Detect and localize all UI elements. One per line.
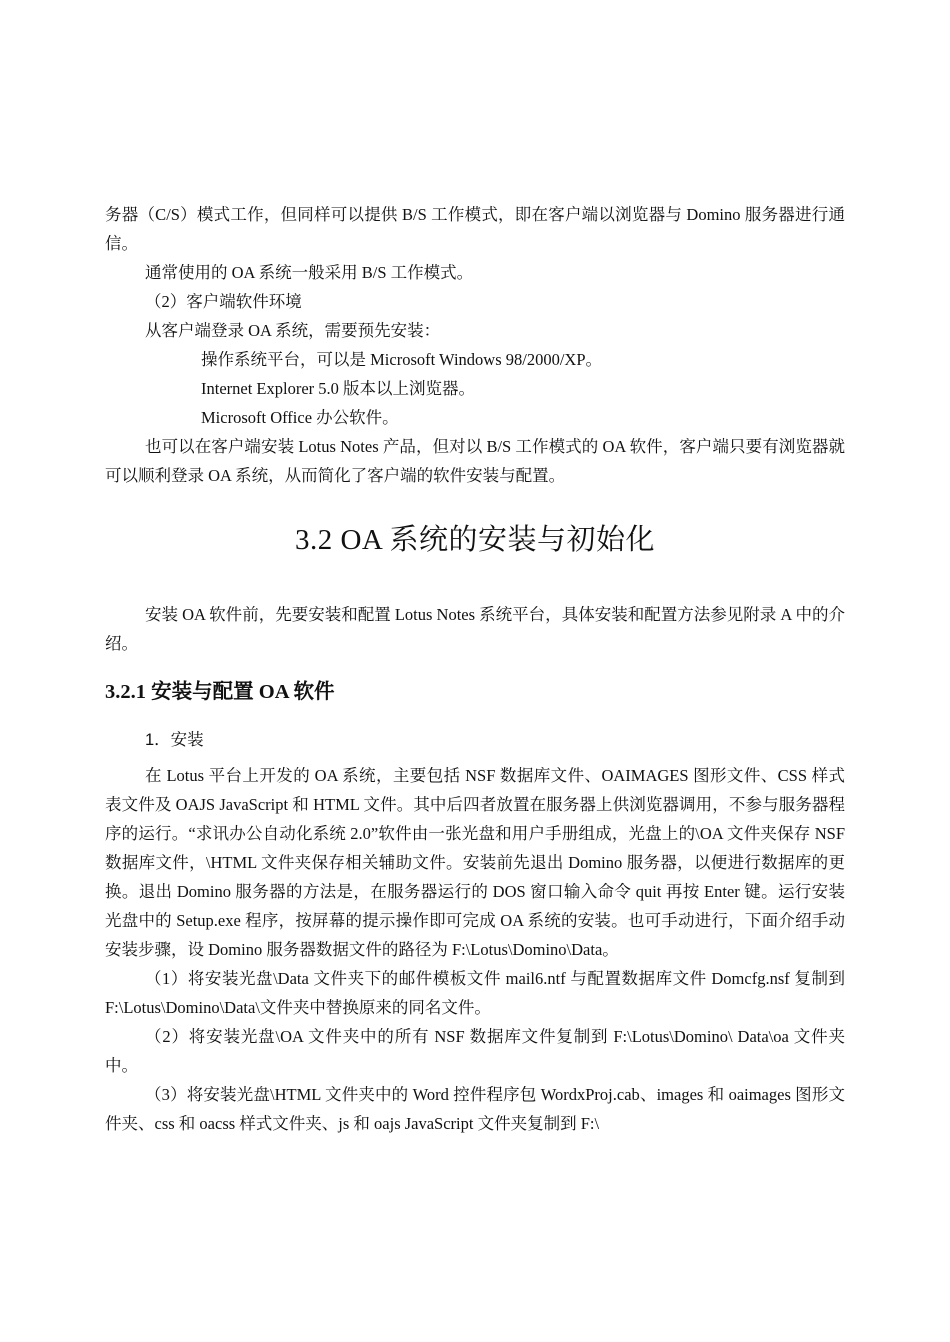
paragraph-client-login: 从客户端登录 OA 系统，需要预先安装： — [145, 321, 441, 340]
list-item-office: Microsoft Office 办公软件。 — [201, 408, 399, 427]
document-page — [105, 200, 845, 1138]
paragraph-section-intro: 安装 OA 软件前，先要安装和配置 Lotus Notes 系统平台，具体安装和配置方法参见附录 A 中的介绍。 — [105, 605, 845, 653]
subsection-heading: 3.2.1 安装与配置 OA 软件 — [105, 681, 335, 703]
section-heading: 3.2 OA 系统的安装与初始化 — [294, 524, 656, 556]
paragraph-install-step-1: （1）将安装光盘\Data 文件夹下的邮件模板文件 mail6.ntf 与配置数据库文件 Domcfg.nsf 复制到 F:\Lotus\Domino\Data\文件夹中替换原来的同名文件。 — [105, 969, 845, 1017]
paragraph-install-overview: 在 Lotus 平台上开发的 OA 系统，主要包括 NSF 数据库文件、OAIMAGES 图形文件、CSS 样式表文件及 OAJS JavaScript 和 HTML 文件。其中后四者放置在服务器上供浏览器调用，不参与服务器程序的运行。“求讯办公自动化系统 2.0”软件由一张光盘和用户手册组成，光盘上的\OA 文件夹保存 NSF 数据库文件，\HTML 文件夹保存相关辅助文件。安装前先退出 Domino 服务器，以便进行数据库的更换。退出 Domino 服务器的方法是，在服务器运行的 DOS 窗口输入命令 quit 再按 Enter 键。运行安装光盘中的 Setup.exe 程序，按屏幕的提示操作即可完成 OA 系统的安装。也可手动进行，下面介绍手动安装步骤，设 Domino 服务器数据文件的路径为 F:\Lotus\Domino\Data。 — [105, 766, 845, 959]
paragraph-install-step-3: （3）将安装光盘\HTML 文件夹中的 Word 控件程序包 WordxProj.cab、images 和 oaimages 图形文件夹、css 和 oacss 样式文件夹、js 和 oajs JavaScript 文件夹复制到 F:\ — [105, 1085, 845, 1133]
list-item-ie: Internet Explorer 5.0 版本以上浏览器。 — [201, 379, 476, 398]
paragraph-continuation: 务器（C/S）模式工作，但同样可以提供 B/S 工作模式，即在客户端以浏览器与 Domino 服务器进行通信。 — [105, 205, 845, 253]
paragraph-install-step-2: （2）将安装光盘\OA 文件夹中的所有 NSF 数据库文件复制到 F:\Lotus\Domino\ Data\oa 文件夹中。 — [105, 1027, 845, 1075]
list-item-os: 操作系统平台，可以是 Microsoft Windows 98/2000/XP。 — [201, 350, 602, 369]
sub-sub-heading: 1．安装 — [145, 731, 204, 749]
paragraph-bs-mode: 通常使用的 OA 系统一般采用 B/S 工作模式。 — [145, 263, 474, 282]
paragraph-client-env-heading: （2）客户端软件环境 — [145, 292, 302, 311]
paragraph-lotus-notes: 也可以在客户端安装 Lotus Notes 产品，但对以 B/S 工作模式的 OA 软件，客户端只要有浏览器就可以顺利登录 OA 系统，从而简化了客户端的软件安装与配置。 — [105, 437, 845, 485]
